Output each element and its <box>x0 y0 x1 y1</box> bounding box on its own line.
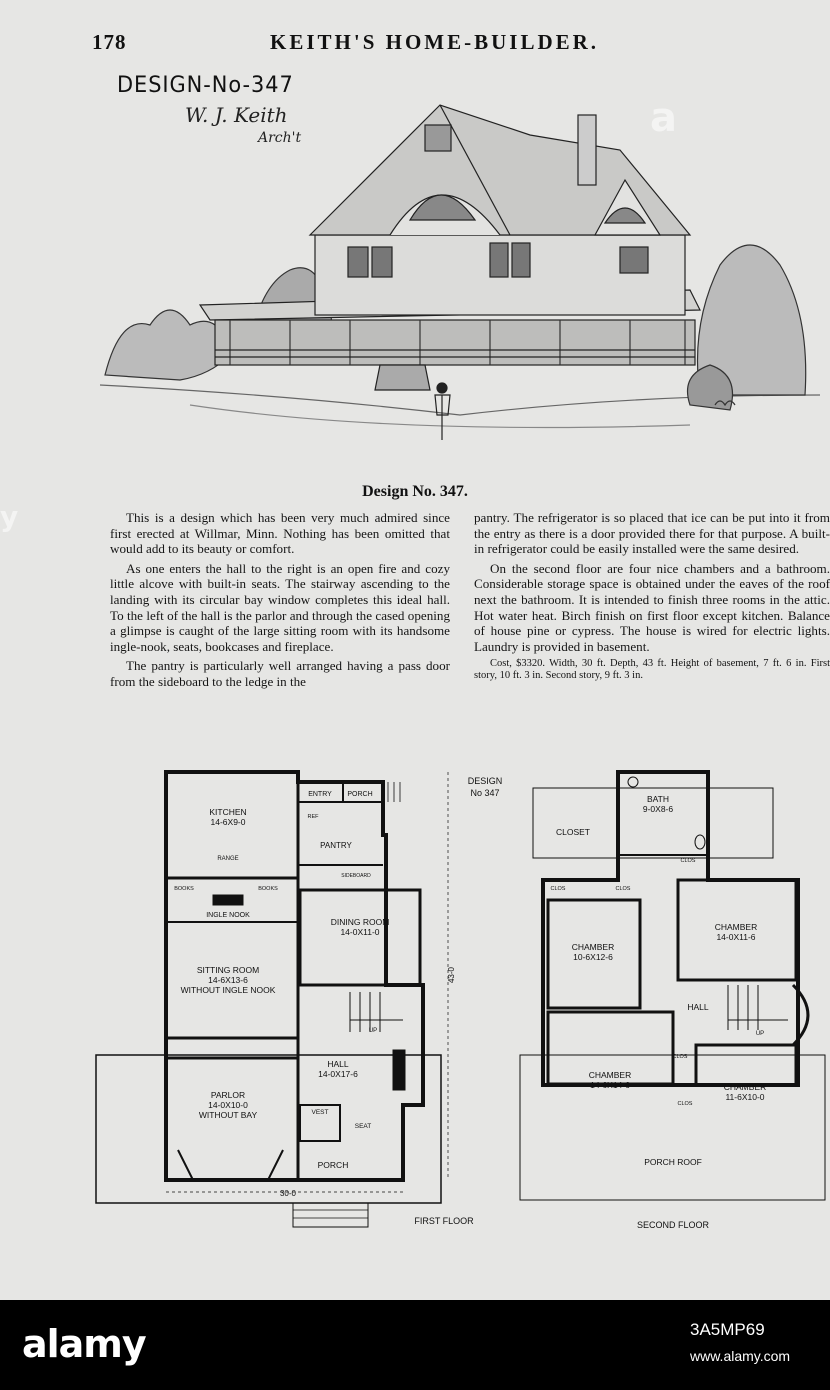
stock-site-url: www.alamy.com <box>690 1348 791 1364</box>
bath-size: 9-0X8-6 <box>642 804 674 814</box>
sitting-room-note: WITHOUT INGLE NOOK <box>180 985 276 995</box>
first-floor-caption: FIRST FLOOR <box>414 1216 474 1226</box>
range-label: RANGE <box>217 856 239 862</box>
dining-room-label: DINING ROOM <box>330 917 390 927</box>
running-title: KEITH'S HOME-BUILDER. <box>270 30 600 54</box>
design-heading: Design No. 347. <box>362 483 468 500</box>
depth-dimension: 43-0 <box>447 966 456 984</box>
seat-label: SEAT <box>354 1123 372 1130</box>
chamber-se-size: 11-6X10-0 <box>725 1092 765 1102</box>
hall-label: HALL <box>327 1059 349 1069</box>
second-floor-hall-label: HALL <box>687 1002 709 1012</box>
second-floor-caption: SECOND FLOOR <box>636 1220 710 1230</box>
text-column-right <box>474 510 830 686</box>
entry-label: ENTRY <box>308 791 332 798</box>
bath-label: BATH <box>646 794 670 804</box>
floor-plans <box>88 760 830 1240</box>
chamber-sw-size: 14-6X14-6 <box>590 1080 630 1090</box>
chamber-se-label: CHAMBER <box>723 1082 767 1092</box>
paragraph: pantry. The refrigerator is so placed that ice can be put into it from the entry as there is a door provided there for that purpose. A built-in refrigerator could be easily installed were the same desired. <box>474 510 830 557</box>
clos-label-4: CLOS <box>672 1054 688 1060</box>
hall-size: 14-0X17-6 <box>318 1069 358 1079</box>
paragraph: This is a design which has been very much admired since first erected at Willmar, Minn. Nothing has been omitted that would add to its beauty or comfort. <box>110 510 450 557</box>
architect-abbrev: Arch't <box>258 130 302 146</box>
stock-footer <box>0 1300 830 1390</box>
parlor-size: 14-0X10-0 <box>208 1100 248 1110</box>
first-floor-up-label: UP <box>368 1028 378 1034</box>
second-floor-up-label: UP <box>755 1031 765 1037</box>
page-number: 178 <box>92 30 127 54</box>
design-tag-line1: DESIGN <box>467 776 503 786</box>
books-label-2: BOOKS <box>258 886 278 892</box>
width-dimension: 30-0 <box>279 1189 297 1198</box>
chamber-sw-label: CHAMBER <box>588 1070 632 1080</box>
dining-room-size: 14-0X11-0 <box>340 927 380 937</box>
architect-signature: W. J. Keith <box>185 103 288 127</box>
pantry-label: PANTRY <box>320 841 352 850</box>
watermark: y <box>0 500 19 533</box>
first-floor-labels <box>174 776 502 1226</box>
vest-label: VEST <box>311 1109 329 1116</box>
chamber-nw-label: CHAMBER <box>571 942 615 952</box>
kitchen-label: KITCHEN <box>209 807 247 817</box>
sitting-room-label: SITTING ROOM <box>196 965 260 975</box>
kitchen-size: 14-6X9-0 <box>210 817 246 827</box>
clos-label-2: CLOS <box>615 886 631 892</box>
paragraph: As one enters the hall to the right is an open fire and cozy little alcove with built-in seats. The stairway ascending to the landing with its circular bay window completes this ideal hall. To the left of the hall is the parlor and through the cased opening a glimpse is caught of the large sitting room with its handsome ingle-nook, seats, bookcases and fireplace. <box>110 560 450 654</box>
design-tag-line2: No 347 <box>470 788 500 798</box>
sitting-room-size: 14-6X13-6 <box>208 975 248 985</box>
house-illustration <box>90 95 830 455</box>
porch-top-label: PORCH <box>347 791 373 798</box>
clos-label-3: CLOS <box>680 858 696 864</box>
design-number-label: DESIGN-No-347 <box>117 73 294 98</box>
ref-label: REF <box>307 814 319 820</box>
parlor-label: PARLOR <box>210 1090 246 1100</box>
porch-bottom-label: PORCH <box>317 1160 349 1170</box>
alamy-logo: alamy <box>22 1322 146 1366</box>
chamber-ne-label: CHAMBER <box>714 922 758 932</box>
chamber-nw-size: 10-6X12-6 <box>573 952 613 962</box>
cost-specs: Cost, $3320. Width, 30 ft. Depth, 43 ft. Height of basement, 7 ft. 6 in. First story, 10 ft. 3 in. Second story, 9 ft. 3 in. <box>474 658 830 682</box>
text-column-left <box>110 510 450 694</box>
clos-label-1: CLOS <box>550 886 566 892</box>
first-floor-plan <box>96 772 448 1227</box>
watermark: a <box>650 95 677 141</box>
stock-image-id: 3A5MP69 <box>690 1320 765 1339</box>
paragraph: On the second floor are four nice chambers and a bathroom. Considerable storage space is obtained under the eaves of the roof next the bathroom. It is intended to finish three rooms in the attic. Hot water heat. Birch finish on first floor except kitchen. Balance of house pine or cypress. The house is wired for electric lights. Laundry is provided in basement. <box>474 560 830 654</box>
chamber-ne-size: 14-0X11-6 <box>716 932 756 942</box>
closet-label: CLOSET <box>555 827 591 837</box>
sideboard-label: SIDEBOARD <box>341 873 371 879</box>
clos-label-5: CLOS <box>677 1101 693 1107</box>
books-label-1: BOOKS <box>174 886 194 892</box>
ingle-nook-label: INGLE NOOK <box>206 912 250 919</box>
parlor-note: WITHOUT BAY <box>198 1110 258 1120</box>
porch-roof-label: PORCH ROOF <box>644 1157 702 1167</box>
paragraph: The pantry is particularly well arranged having a pass door from the sideboard to the ledge in the <box>110 658 450 689</box>
